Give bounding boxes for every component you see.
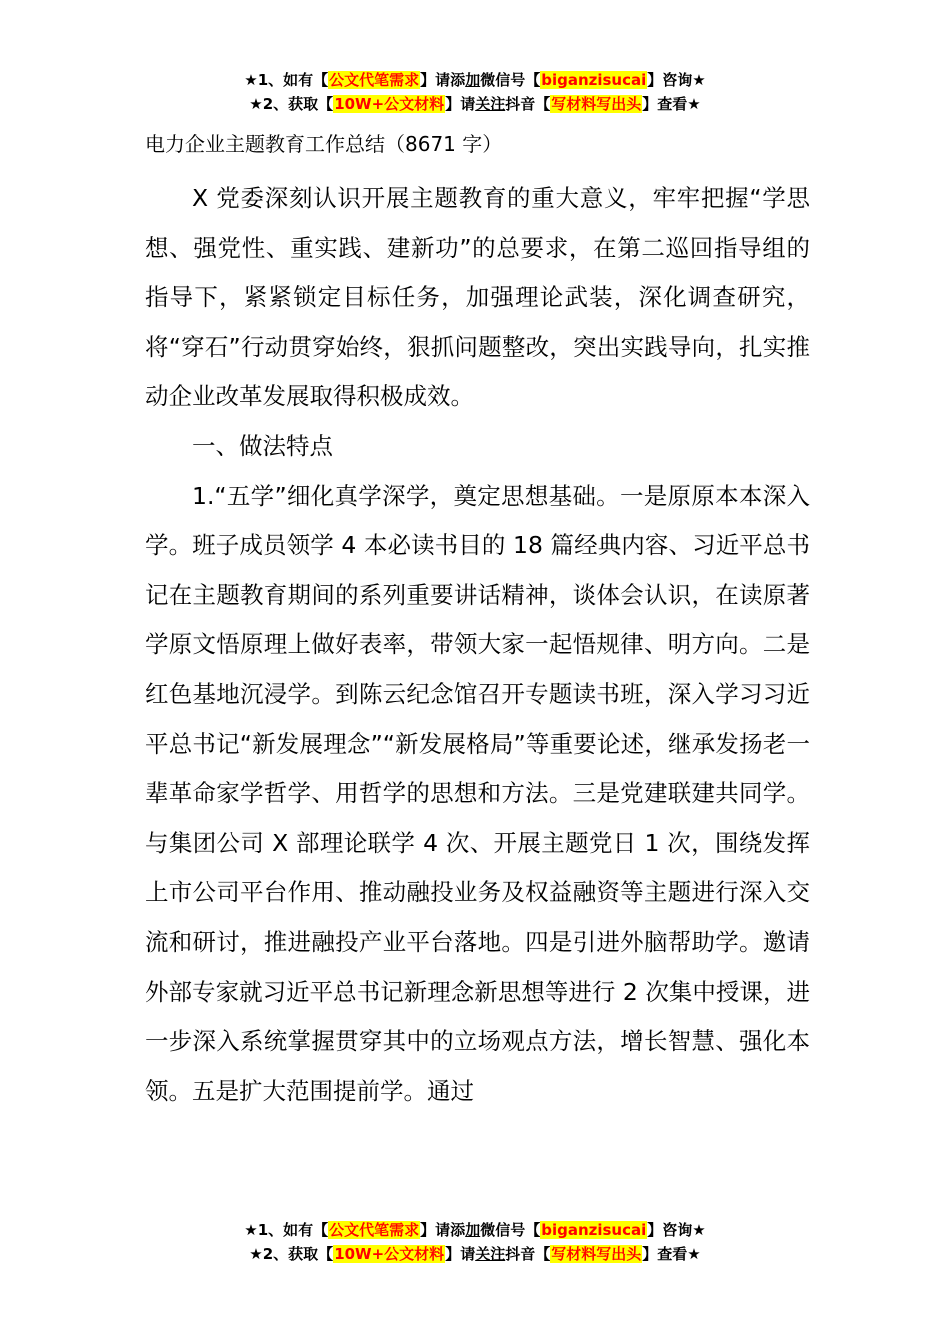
banner-text: ★2、获取【 (249, 1245, 334, 1263)
banner-text: 抖音【 (505, 95, 551, 113)
banner-text: 】查看★ (642, 1245, 701, 1263)
banner-text: 】请添 (420, 71, 466, 89)
banner-text: ★2、获取【 (249, 95, 334, 113)
banner-text: 微信号【 (480, 1221, 541, 1239)
banner-underlined-text: 加 (465, 71, 481, 89)
banner-text: 微信号【 (480, 71, 541, 89)
banner-text: 抖音【 (505, 1245, 551, 1263)
banner-highlight: biganzisucai (541, 71, 647, 89)
banner-highlight: 10W+公文材料 (334, 95, 445, 113)
banner-text: 】请 (445, 1245, 476, 1263)
banner-text: 】咨询★ (647, 1221, 706, 1239)
banner-line-1 (0, 68, 950, 92)
header-banner (0, 68, 950, 116)
banner-line-1 (0, 1218, 950, 1242)
banner-text: 】请 (445, 95, 476, 113)
paragraph-clip (145, 472, 810, 1105)
banner-underlined-text: 加 (465, 1221, 481, 1239)
banner-text: ★1、如有【 (244, 1221, 329, 1239)
banner-highlight: 10W+公文材料 (334, 1245, 445, 1263)
footer-banner (0, 1218, 950, 1266)
banner-highlight: biganzisucai (541, 1221, 647, 1239)
banner-highlight: 写材料写出头 (551, 1245, 642, 1263)
banner-line-2 (0, 92, 950, 116)
banner-highlight: 写材料写出头 (551, 95, 642, 113)
banner-underlined-text: 关注 (475, 95, 506, 113)
intro-paragraph: X 党委深刻认识开展主题教育的重大意义，牢牢把握“学思想、强党性、重实践、建新功”的总要求，在第二巡回指导组的指导下，紧紧锁定目标任务，加强理论武装，深化调查研究，将“穿石”行动贯穿始终，狠抓问题整改，突出实践导向，扎实推动企业改革发展取得积极成效。 (145, 184, 810, 411)
banner-line-2 (0, 1242, 950, 1266)
banner-text: 】咨询★ (647, 71, 706, 89)
banner-text: ★1、如有【 (244, 71, 329, 89)
document-body (145, 128, 810, 1105)
banner-text: 】请添 (420, 1221, 466, 1239)
body-paragraph: 1.“五学”细化真学深学，奠定思想基础。一是原原本本深入学。班子成员领学 4 本必读书目的 18 篇经典内容、习近平总书记在主题教育期间的系列重要讲话精神，谈体会认识，在读原著学原文悟原理上做好表率，带领大家一起悟规律、明方向。二是红色基地沉浸学。到陈云纪念馆召开专题读书班，深入学习习近平总书记“新发展理念”“新发展格局”等重要论述，继承发扬老一辈革命家学哲学、用哲学的思想和方法。三是党建联建共同学。与集团公司 X 部理论联学 4 次、开展主题党日 1 次，围绕发挥上市公司平台作用、推动融投业务及权益融资等主题进行深入交流和研讨，推进融投产业平台落地。四是引进外脑帮助学。邀请外部专家就习近平总书记新理念新思想等进行 2 次集中授课，进一步深入系统掌握贯穿其中的立场观点方法，增长智慧、强化本领。五是扩大范围提前学。通过 (145, 481, 810, 1105)
banner-text: 】查看★ (642, 95, 701, 113)
banner-highlight: 公文代笔需求 (329, 71, 420, 89)
document-title: 电力企业主题教育工作总结（8671 字） (145, 132, 503, 156)
banner-highlight: 公文代笔需求 (329, 1221, 420, 1239)
section-heading: 一、做法特点 (192, 431, 333, 460)
banner-underlined-text: 关注 (475, 1245, 506, 1263)
